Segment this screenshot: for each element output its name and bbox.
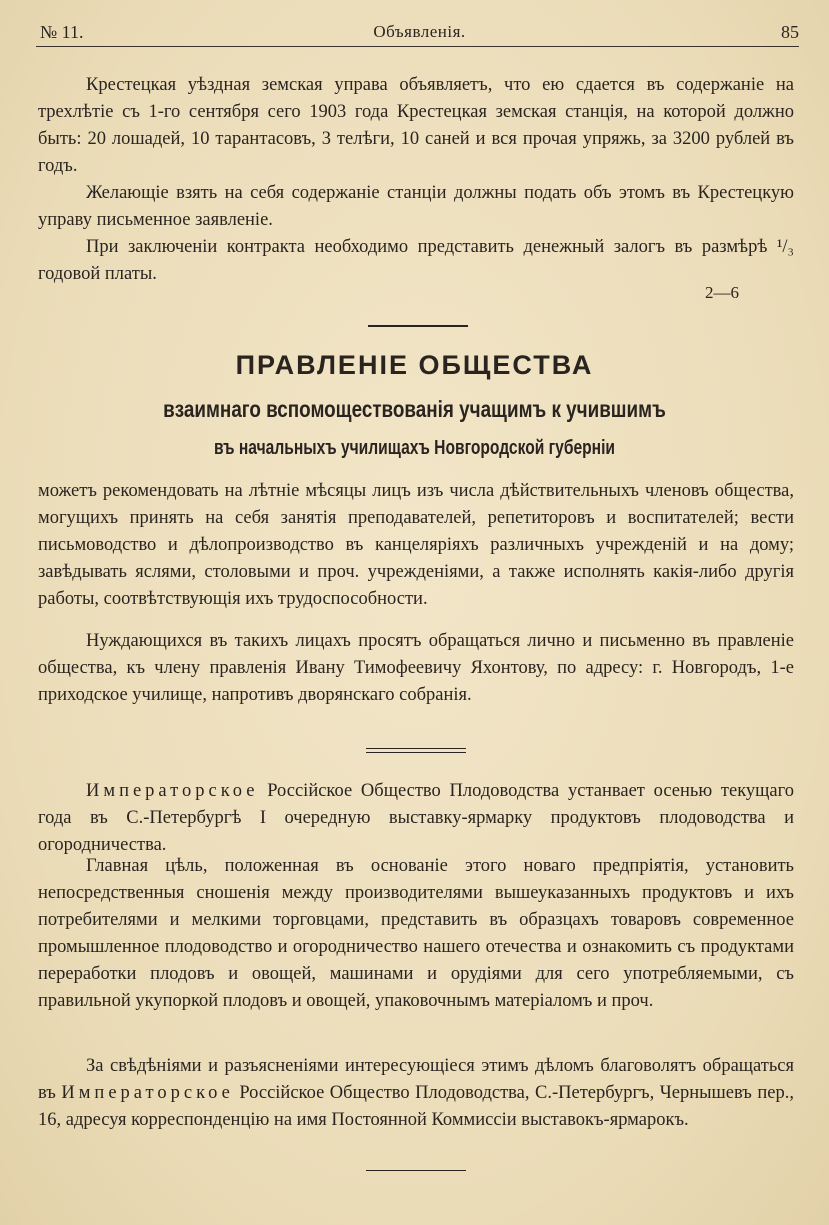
- notice2-paragraph2: Нуждающихся въ такихъ лицахъ просятъ обращаться лично и письменно въ правленіе общества, къ члену правленія Ивану Тимофеевичу Яхонтову, по адресу: г. Новгородъ, 1-е приходское училище, напротивъ дворянскаго собранія.: [38, 631, 794, 705]
- notice3-paragraph3-lead: За свѣдѣніями и разъясненіями интересующіеся этимъ дѣломъ благоволятъ обращаться въ: [38, 1056, 794, 1103]
- header-divider: [36, 46, 799, 47]
- section-divider-1: [368, 325, 468, 327]
- section-divider-2b: [366, 752, 466, 753]
- notice3-paragraph1-text: Россійское Общество Плодоводства устанвает осенью текущаго года въ С.-Петербургѣ I очередную выставку-ярмарку продуктовъ плодоводства и огородничества.: [38, 781, 795, 855]
- page-header: [40, 22, 799, 46]
- notice3-paragraph1: [38, 778, 794, 859]
- notice1-reference: 2—6: [705, 283, 739, 302]
- section-divider-3: [366, 1170, 466, 1171]
- notice2-title: ПРАВЛЕНІЕ ОБЩЕСТВА: [235, 350, 594, 380]
- notice3-paragraph3-spaced: Императорское: [61, 1083, 234, 1103]
- notice1-paragraph3: При заключеніи контракта необходимо представить денежный залогъ въ размѣрѣ ¹/₃ годовой платы.: [38, 237, 794, 284]
- notice3-paragraph3: [38, 1053, 794, 1134]
- issue-number: № 11.: [40, 22, 84, 42]
- notice3-spaced-lead: Императорское: [86, 781, 259, 801]
- notice2-subtitle: взаимнаго вспомоществованія учащимъ к учившимъ: [163, 396, 666, 422]
- notice3-paragraph2: Главная цѣль, положенная въ основаніе этого новаго предпріятія, установить непосредственныя сношенія между производителями вышеуказанныхъ продуктовъ и ихъ потребителями и мелкими торговцами, представить въ образцахъ товаровъ современное промышленное плодоводство и огородничество нашего отечества и ознакомить съ продуктами переработки плодовъ и овощей, машинами и орудіями для сего употребляемыми, съ правильной укупоркой плодовъ и овощей, упаковочнымъ матеріаломъ и проч.: [38, 856, 794, 1011]
- notice3-paragraph3-text: Россійское Общество Плодоводства, С.-Петербургъ, Чернышевъ пер., 16, адресуя корреспонденцію на имя Постоянной Коммиссіи выставокъ-ярмарокъ.: [38, 1083, 794, 1130]
- page-number: 85: [781, 22, 799, 42]
- section-title: Объявленія.: [373, 22, 466, 41]
- notice1-paragraph2: Желающіе взять на себя содержаніе станціи должны подать объ этомъ въ Крестецкую управу письменное заявленіе.: [38, 183, 794, 230]
- notice1-paragraph1: Крестецкая уѣздная земская управа объявляетъ, что ею сдается въ содержаніе на трехлѣтіе съ 1-го сентября сего 1903 года Крестецкая земская станція, на которой должно быть: 20 лошадей, 10 тарантасовъ, 3 телѣги, 10 саней и вся прочая упряжь, за 3200 рублей въ годъ.: [38, 75, 794, 176]
- notice2-subtitle-line2: въ начальныхъ училищахъ Новгородской губерніи: [213, 437, 616, 459]
- section-divider-2a: [366, 748, 466, 749]
- notice2-paragraph1: можетъ рекомендовать на лѣтніе мѣсяцы лицъ изъ числа дѣйствительныхъ членовъ общества, могущихъ принять на себя занятія преподавателей, репетиторовъ и воспитателей; вести письмоводство и дѣлопроизводство въ канцеляріяхъ различныхъ учрежденій и на дому; завѣдывать яслями, столовыми и проч. учрежденіями, а также исполнять какія-либо другія работы, соотвѣтствующія ихъ трудоспособности.: [38, 481, 794, 609]
